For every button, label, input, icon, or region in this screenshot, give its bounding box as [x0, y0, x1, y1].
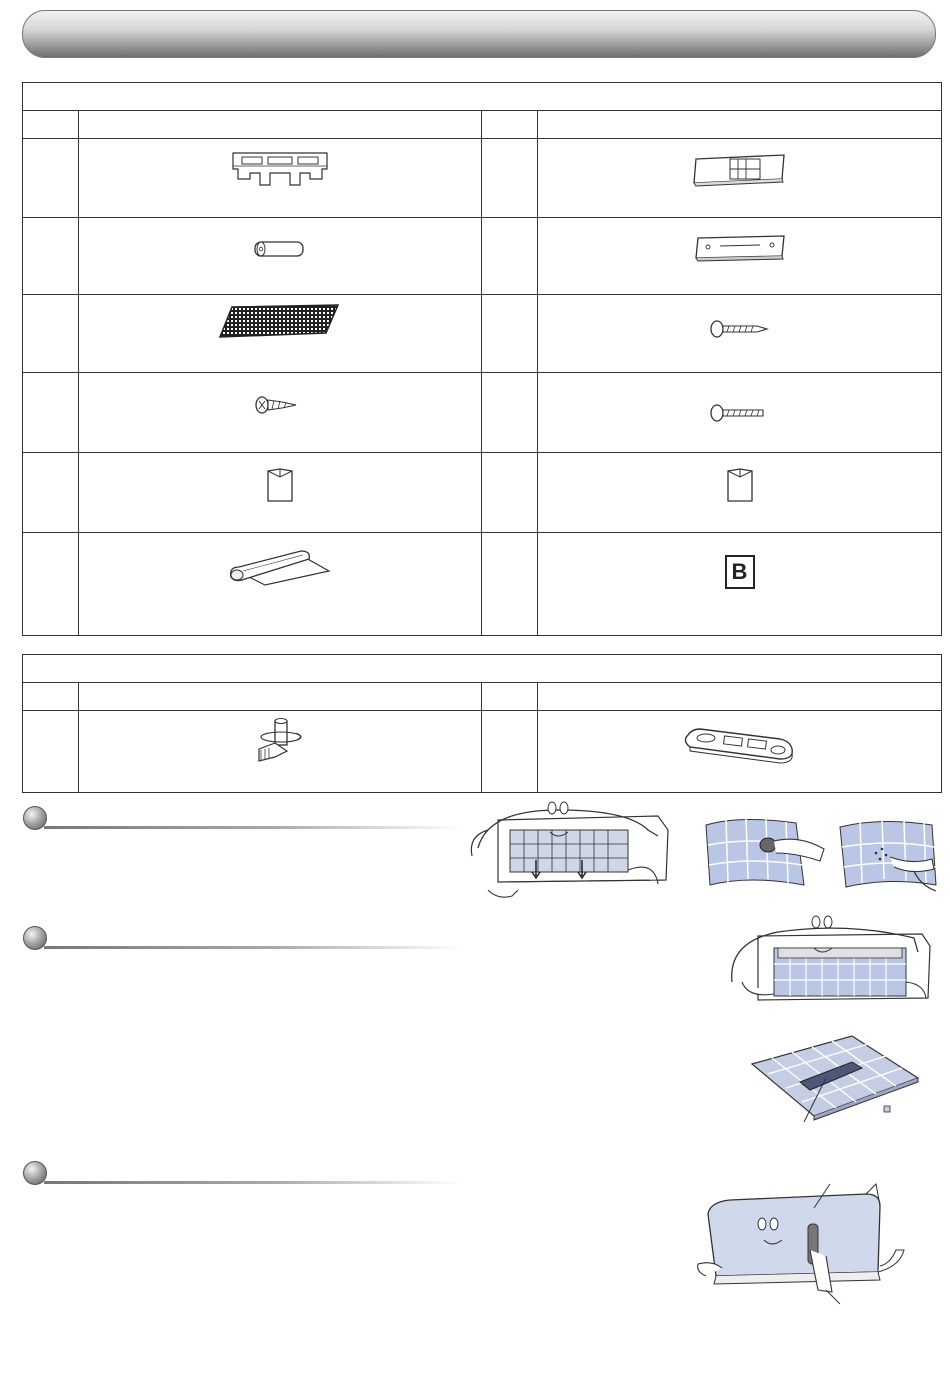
cap-holder-icon [680, 719, 800, 769]
part-cell-owners-manual [79, 453, 482, 533]
part-cell-cap-holder [538, 711, 942, 793]
remote-control-icon [690, 149, 790, 193]
battery-icon [245, 228, 315, 268]
filter-installation-illustration [718, 912, 938, 1018]
table-row [23, 295, 942, 373]
row-number-cell [23, 218, 79, 295]
drain-nipple-icon [245, 717, 315, 771]
col-no-header [482, 111, 538, 139]
row-number-cell [482, 139, 538, 218]
wood-screw-icon [250, 387, 310, 427]
col-part-header [538, 683, 942, 711]
col-no-header [482, 683, 538, 711]
holder-screw-icon [705, 395, 775, 435]
row-number-cell [482, 218, 538, 295]
part-cell-remote-holder [538, 218, 942, 295]
row-number-cell [23, 533, 79, 636]
row-number-cell [482, 295, 538, 373]
accessories-table [22, 82, 942, 636]
filter-removal-illustration [458, 800, 673, 912]
optional-parts-table [22, 654, 942, 793]
part-cell-b-label [538, 533, 942, 636]
mounting-plate-icon [230, 149, 330, 193]
table-row [23, 711, 942, 793]
filter-frame-illustration [748, 1030, 923, 1130]
manual-book-icon [720, 465, 760, 509]
table-row [23, 373, 942, 453]
mounting-screw-icon [705, 311, 775, 351]
col-no-header [23, 111, 79, 139]
row-number-cell [482, 453, 538, 533]
part-cell-insulation-roll [79, 533, 482, 636]
optional-table-header [23, 655, 942, 683]
part-cell-remote-control [538, 139, 942, 218]
section-rule [44, 1181, 464, 1184]
row-number-cell [482, 711, 538, 793]
part-cell-battery [79, 218, 482, 295]
manual-book-icon [260, 465, 300, 509]
part-cell-installation-manual [538, 453, 942, 533]
insulation-roll-icon [225, 547, 335, 597]
part-cell-drain-nipple [79, 711, 482, 793]
accessories-table-header [23, 83, 942, 111]
section-rule [44, 826, 464, 829]
section-rule [44, 946, 464, 949]
part-cell-mounting-plate [79, 139, 482, 218]
air-filter-icon [218, 303, 342, 343]
remote-holder-icon [690, 228, 790, 268]
row-number-cell [23, 453, 79, 533]
row-number-cell [23, 139, 79, 218]
front-panel-illustration [690, 1180, 935, 1310]
b-label: B [725, 555, 755, 589]
row-number-cell [23, 711, 79, 793]
table-row [23, 139, 942, 218]
col-part-header [538, 111, 942, 139]
page-title-banner [22, 10, 936, 58]
part-cell-holder-screw [538, 373, 942, 453]
table-row [23, 453, 942, 533]
table-row [23, 218, 942, 295]
col-part-header [79, 111, 482, 139]
col-no-header [23, 683, 79, 711]
part-cell-air-filter [79, 295, 482, 373]
row-number-cell [482, 373, 538, 453]
row-number-cell [23, 295, 79, 373]
row-number-cell [23, 373, 79, 453]
part-cell-wood-screw [79, 373, 482, 453]
row-number-cell [482, 533, 538, 636]
filter-cleaning-illustration [700, 805, 940, 900]
table-row [23, 533, 942, 636]
part-cell-mounting-screw [538, 295, 942, 373]
col-part-header [79, 683, 482, 711]
